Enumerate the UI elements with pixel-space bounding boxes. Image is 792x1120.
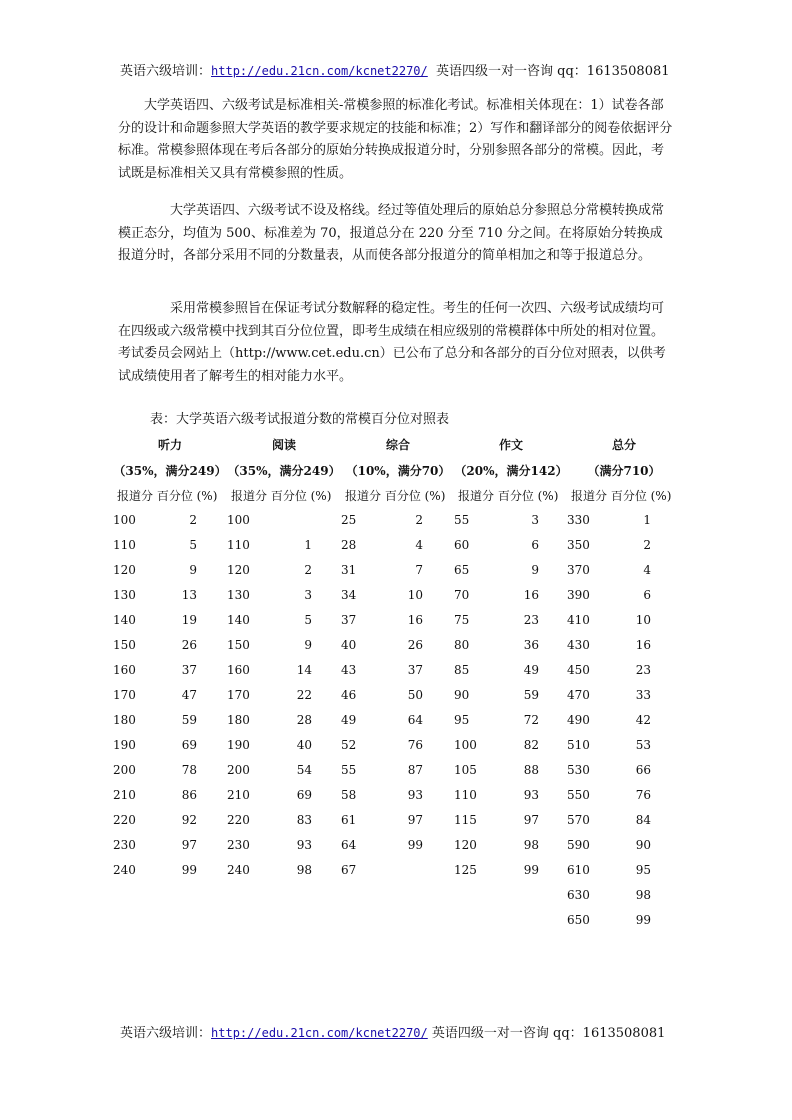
score-cell: 31 [341,563,357,577]
percentile-cell: 84 [635,813,651,827]
percentile-cell: 98 [523,838,539,852]
score-cell: 58 [341,788,357,802]
score-cell: 52 [341,738,357,752]
group-name: 总分 [611,438,636,452]
score-cell: 150 [227,638,250,652]
score-cell: 210 [113,788,136,802]
percentile-cell: 97 [181,838,197,852]
score-cell: 390 [567,588,590,602]
percentile-cell: 49 [523,663,539,677]
percentile-cell: 76 [407,738,423,752]
score-cell: 130 [227,588,250,602]
page-header [120,60,670,79]
percentile-cell: 93 [523,788,539,802]
percentile-cell: 10 [635,613,651,627]
score-cell: 510 [567,738,590,752]
score-cell: 530 [567,763,590,777]
percentile-cell: 26 [407,638,423,652]
paragraph-3: 采用常模参照旨在保证考试分数解释的稳定性。考生的任何一次四、六级考试成绩均可在四级或六级常模中找到其百分位位置，即考生成绩在相应级别的常模群体中所处的相对位置。考试委员会网站上（http://www.cet.edu.cn）已公布了总分和各部分的百分位对照表，以供考试成绩使用者了解考生的相对能力水平。 [118,301,666,384]
score-cell: 240 [113,863,136,877]
header-link[interactable]: http://edu.21cn.com/kcnet2270/ [211,64,428,78]
percentile-cell: 19 [181,613,197,627]
percentile-cell: 72 [523,713,539,727]
percentile-cell: 47 [181,688,197,702]
score-cell: 100 [454,738,477,752]
score-cell: 34 [341,588,357,602]
score-cell: 40 [341,638,357,652]
score-cell: 220 [227,813,250,827]
score-cell: 180 [227,713,250,727]
paragraph-2: 大学英语四、六级考试不设及格线。经过等值处理后的原始总分参照总分常模转换成常模正态分，均值为 500、标准差为 70，报道总分在 220 分至 710 分之间。在将原始分转换成报道分时，各部分采用不同的分数量表，从而使各部分报道分的简单相加之和等于报道总分。 [118,203,665,263]
score-cell: 28 [341,538,357,552]
percentile-cell: 92 [181,813,197,827]
percentile-cell: 69 [181,738,197,752]
score-cell: 470 [567,688,590,702]
score-cell: 550 [567,788,590,802]
percentile-cell: 3 [304,588,312,602]
percentile-cell: 4 [415,538,423,552]
percentile-cell: 16 [635,638,651,652]
score-cell: 95 [454,713,470,727]
percentile-cell: 13 [181,588,197,602]
score-cell: 170 [227,688,250,702]
percentile-cell: 26 [181,638,197,652]
percentile-cell: 66 [635,763,651,777]
header-prefix: 英语六级培训： [120,64,212,79]
score-cell: 450 [567,663,590,677]
paragraph-1: 大学英语四、六级考试是标准相关-常模参照的标准化考试。标准相关体现在：1）试卷各部分的设计和命题参照大学英语的教学要求规定的技能和标准；2）写作和翻译部分的阅卷依据评分标准。常模参照体现在考后各部分的原始分转换成报道分时，分别参照各部分的常模。因此，考试既是标准相关又具有常模参照的性质。 [118,98,673,181]
group-weight: （20%，满分142） [454,464,568,478]
group-weight: （满分710） [587,464,661,478]
percentile-cell: 54 [296,763,312,777]
score-cell: 125 [454,863,477,877]
score-cell: 370 [567,563,590,577]
percentile-cell: 50 [407,688,423,702]
score-cell: 75 [454,613,470,627]
score-cell: 70 [454,588,470,602]
score-cell: 120 [227,563,250,577]
score-cell: 120 [113,563,136,577]
percentile-cell: 42 [635,713,651,727]
score-cell: 65 [454,563,470,577]
percentile-cell: 99 [635,913,651,927]
header-contact: 英语四级一对一咨询 qq：1613508081 [436,64,670,79]
score-cell: 490 [567,713,590,727]
score-cell: 140 [227,613,250,627]
percentile-cell: 53 [635,738,651,752]
score-cell: 350 [567,538,590,552]
percentile-cell: 78 [181,763,197,777]
score-cell: 230 [227,838,250,852]
percentile-cell: 82 [523,738,539,752]
score-cell: 200 [227,763,250,777]
percentile-cell: 33 [635,688,651,702]
group-name: 作文 [498,438,523,452]
score-cell: 55 [341,763,357,777]
percentile-cell: 97 [523,813,539,827]
percentile-cell: 88 [523,763,539,777]
percentile-cell: 37 [407,663,423,677]
percentile-cell: 1 [304,538,312,552]
score-cell: 85 [454,663,470,677]
score-cell: 200 [113,763,136,777]
percentile-cell: 98 [296,863,312,877]
column-subheader: 报道分 百分位 (%) [345,489,446,503]
percentile-cell: 3 [531,513,539,527]
footer-link[interactable]: http://edu.21cn.com/kcnet2270/ [211,1026,428,1040]
score-cell: 170 [113,688,136,702]
percentile-cell: 5 [189,538,197,552]
score-cell: 240 [227,863,250,877]
score-cell: 130 [113,588,136,602]
score-cell: 110 [227,538,250,552]
percentile-cell: 90 [635,838,651,852]
percentile-cell: 1 [643,513,651,527]
score-cell: 610 [567,863,590,877]
score-cell: 80 [454,638,470,652]
score-cell: 150 [113,638,136,652]
percentile-cell: 9 [189,563,197,577]
score-cell: 160 [113,663,136,677]
score-cell: 590 [567,838,590,852]
percentile-cell: 86 [181,788,197,802]
percentile-cell: 36 [523,638,539,652]
score-cell: 410 [567,613,590,627]
score-cell: 650 [567,913,590,927]
column-subheader: 报道分 百分位 (%) [117,489,218,503]
percentile-cell: 40 [296,738,312,752]
column-subheader: 报道分 百分位 (%) [571,489,672,503]
percentile-cell: 14 [296,663,312,677]
score-cell: 190 [113,738,136,752]
footer-prefix: 英语六级培训： [120,1026,212,1041]
percentile-cell: 99 [181,863,197,877]
score-cell: 105 [454,763,477,777]
percentile-cell: 97 [407,813,423,827]
percentile-cell: 76 [635,788,651,802]
percentile-cell: 28 [296,713,312,727]
percentile-cell: 83 [296,813,312,827]
percentile-cell: 2 [189,513,197,527]
score-cell: 210 [227,788,250,802]
percentile-cell: 69 [296,788,312,802]
score-cell: 49 [341,713,357,727]
group-name: 阅读 [271,438,296,452]
percentile-cell: 64 [407,713,423,727]
group-weight: （10%，满分70） [345,464,451,478]
score-cell: 46 [341,688,357,702]
percentile-cell: 2 [415,513,423,527]
percentile-cell: 99 [523,863,539,877]
column-subheader: 报道分 百分位 (%) [231,489,332,503]
percentile-cell: 93 [407,788,423,802]
score-cell: 60 [454,538,470,552]
percentile-cell: 6 [643,588,651,602]
percentile-cell: 59 [181,713,197,727]
percentile-cell: 2 [304,563,312,577]
percentile-cell: 98 [635,888,651,902]
group-weight: （35%，满分249） [227,464,341,478]
score-cell: 61 [341,813,357,827]
score-cell: 110 [454,788,477,802]
score-cell: 160 [227,663,250,677]
score-cell: 43 [341,663,357,677]
score-cell: 220 [113,813,136,827]
score-cell: 100 [227,513,250,527]
page-footer [120,1022,665,1041]
percentile-cell: 5 [304,613,312,627]
score-cell: 630 [567,888,590,902]
percentile-cell: 22 [296,688,312,702]
percentile-cell: 16 [407,613,423,627]
percentile-cell: 95 [635,863,651,877]
score-cell: 100 [113,513,136,527]
percentile-cell: 37 [181,663,197,677]
score-cell: 430 [567,638,590,652]
score-cell: 120 [454,838,477,852]
percentile-cell: 23 [635,663,651,677]
group-weight: （35%，满分249） [113,464,227,478]
score-cell: 110 [113,538,136,552]
group-name: 综合 [385,438,410,452]
percentile-cell: 16 [523,588,539,602]
score-cell: 90 [454,688,470,702]
score-cell: 64 [341,838,357,852]
score-cell: 37 [341,613,357,627]
score-cell: 115 [454,813,477,827]
score-cell: 230 [113,838,136,852]
percentile-cell: 99 [407,838,423,852]
percentile-cell: 4 [643,563,651,577]
percentile-cell: 10 [407,588,423,602]
percentile-cell: 87 [407,763,423,777]
percentile-cell: 2 [643,538,651,552]
column-subheader: 报道分 百分位 (%) [458,489,559,503]
score-cell: 67 [341,863,357,877]
percentile-cell: 9 [531,563,539,577]
percentile-cell: 23 [523,613,539,627]
score-cell: 330 [567,513,590,527]
score-cell: 55 [454,513,470,527]
percentile-cell: 93 [296,838,312,852]
percentile-cell: 7 [415,563,423,577]
percentile-cell: 9 [304,638,312,652]
score-cell: 570 [567,813,590,827]
score-cell: 140 [113,613,136,627]
percentile-cell: 6 [531,538,539,552]
percentile-cell: 59 [523,688,539,702]
score-cell: 190 [227,738,250,752]
group-name: 听力 [157,438,182,452]
score-cell: 25 [341,513,357,527]
footer-contact: 英语四级一对一咨询 qq：1613508081 [431,1026,666,1041]
score-cell: 180 [113,713,136,727]
table-caption: 表：大学英语六级考试报道分数的常模百分位对照表 [150,412,450,427]
